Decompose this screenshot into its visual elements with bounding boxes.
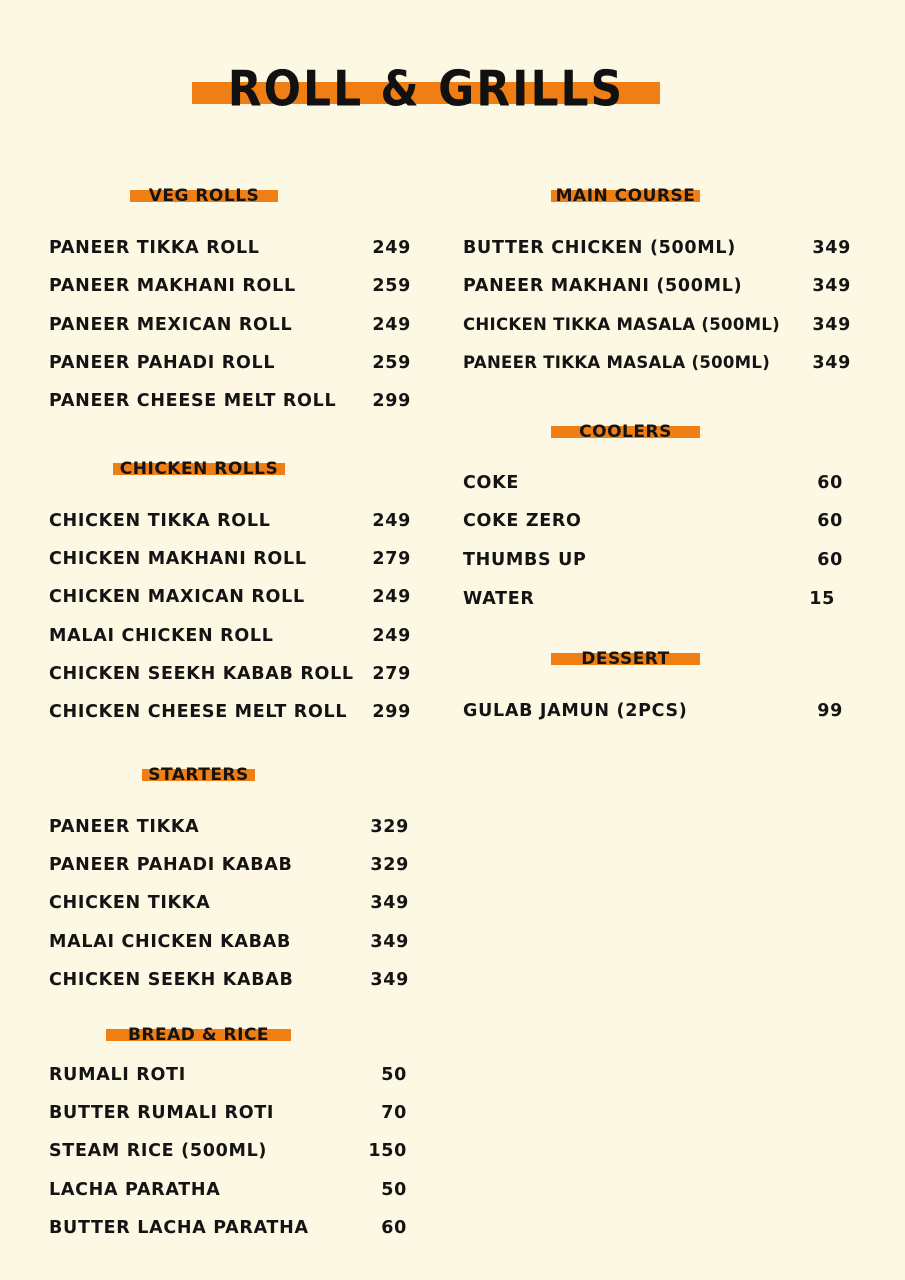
menu-item-price: 249 xyxy=(372,626,411,646)
menu-item xyxy=(49,622,411,650)
menu-item xyxy=(463,469,843,497)
menu-item-price: 249 xyxy=(372,315,411,335)
menu-item xyxy=(463,546,843,574)
menu-item xyxy=(49,1061,407,1089)
menu-item-price: 50 xyxy=(381,1065,407,1085)
section-heading-label: BREAD & RICE xyxy=(127,1025,270,1045)
menu-item-name: PANEER MEXICAN ROLL xyxy=(49,315,293,335)
menu-item-price: 329 xyxy=(370,855,409,875)
menu-item-price: 60 xyxy=(381,1218,407,1238)
section-heading-chicken-rolls xyxy=(113,457,285,481)
menu-item-name: CHICKEN TIKKA MASALA (500ML) xyxy=(463,315,780,334)
menu-item-price: 60 xyxy=(817,550,843,570)
menu-item-name: STEAM RICE (500ML) xyxy=(49,1141,268,1161)
menu-item-name: COKE xyxy=(463,473,520,493)
menu-item-price: 249 xyxy=(372,238,411,258)
menu-item xyxy=(463,311,851,339)
menu-item-name: MALAI CHICKEN ROLL xyxy=(49,626,274,646)
menu-item-name: CHICKEN SEEKH KABAB ROLL xyxy=(49,664,354,684)
menu-item-price: 50 xyxy=(381,1180,407,1200)
menu-item-price: 279 xyxy=(372,664,411,684)
menu-item xyxy=(49,1137,407,1165)
menu-item xyxy=(463,272,851,300)
menu-item-name: PANEER PAHADI ROLL xyxy=(49,353,276,373)
menu-item xyxy=(49,851,409,879)
page-title: ROLL & GRILLS xyxy=(227,60,625,118)
menu-item-price: 60 xyxy=(817,473,843,493)
section-heading-main-course xyxy=(551,184,700,208)
menu-item-name: MALAI CHICKEN KABAB xyxy=(49,932,291,952)
menu-item-name: BUTTER RUMALI ROTI xyxy=(49,1103,275,1123)
section-heading-veg-rolls xyxy=(130,184,278,208)
menu-item-price: 249 xyxy=(372,511,411,531)
menu-item-price: 349 xyxy=(812,353,851,373)
section-heading-label: MAIN COURSE xyxy=(555,186,696,206)
menu-item-price: 349 xyxy=(370,932,409,952)
menu-item-name: CHICKEN MAKHANI ROLL xyxy=(49,549,307,569)
menu-item-name: PANEER TIKKA xyxy=(49,817,200,837)
section-heading-label: STARTERS xyxy=(148,765,249,785)
menu-item-name: BUTTER CHICKEN (500ML) xyxy=(463,238,736,258)
menu-item xyxy=(49,660,411,688)
menu-item xyxy=(49,507,411,535)
menu-item-name: PANEER MAKHANI ROLL xyxy=(49,276,296,296)
menu-item-name: LACHA PARATHA xyxy=(49,1180,221,1200)
menu-item xyxy=(49,889,409,917)
menu-item xyxy=(49,545,411,573)
menu-item xyxy=(49,813,409,841)
menu-item-price: 15 xyxy=(809,589,835,609)
menu-item xyxy=(49,966,409,994)
section-heading-coolers xyxy=(551,420,700,444)
menu-item xyxy=(463,349,851,377)
menu-item-price: 259 xyxy=(372,276,411,296)
menu-item xyxy=(49,234,411,262)
menu-item xyxy=(463,697,843,725)
menu-title-block xyxy=(0,62,905,122)
menu-item-name: CHICKEN CHEESE MELT ROLL xyxy=(49,702,348,722)
menu-item-name: RUMALI ROTI xyxy=(49,1065,186,1085)
menu-item-name: PANEER MAKHANI (500ML) xyxy=(463,276,743,296)
menu-item xyxy=(49,387,411,415)
section-heading-label: CHICKEN ROLLS xyxy=(119,459,279,479)
menu-item-price: 299 xyxy=(372,391,411,411)
section-heading-starters xyxy=(142,763,255,787)
section-heading-label: VEG ROLLS xyxy=(148,186,260,206)
menu-item-price: 349 xyxy=(812,276,851,296)
menu-item xyxy=(49,311,411,339)
menu-item-price: 349 xyxy=(370,893,409,913)
menu-item xyxy=(463,234,851,262)
menu-item-price: 349 xyxy=(370,970,409,990)
menu-item-name: PANEER TIKKA ROLL xyxy=(49,238,260,258)
menu-item-name: CHICKEN TIKKA ROLL xyxy=(49,511,271,531)
menu-item xyxy=(49,698,411,726)
section-heading-dessert xyxy=(551,647,700,671)
menu-item-price: 249 xyxy=(372,587,411,607)
menu-item-name: CHICKEN TIKKA xyxy=(49,893,211,913)
menu-item-name: PANEER CHEESE MELT ROLL xyxy=(49,391,337,411)
menu-item-price: 259 xyxy=(372,353,411,373)
menu-item-price: 299 xyxy=(372,702,411,722)
menu-item-price: 349 xyxy=(812,315,851,335)
section-heading-bread-rice xyxy=(106,1023,291,1047)
menu-item-name: BUTTER LACHA PARATHA xyxy=(49,1218,309,1238)
menu-item-name: PANEER PAHADI KABAB xyxy=(49,855,293,875)
menu-item-price: 329 xyxy=(370,817,409,837)
menu-item-price: 349 xyxy=(812,238,851,258)
menu-item-name: GULAB JAMUN (2PCS) xyxy=(463,701,688,721)
menu-item-name: PANEER TIKKA MASALA (500ML) xyxy=(463,353,771,372)
menu-item xyxy=(49,272,411,300)
section-heading-label: DESSERT xyxy=(581,649,670,669)
menu-item xyxy=(49,583,411,611)
menu-item-price: 70 xyxy=(381,1103,407,1123)
menu-item-name: THUMBS UP xyxy=(463,550,587,570)
menu-item-name: WATER xyxy=(463,589,535,609)
menu-item xyxy=(49,1214,407,1242)
menu-item xyxy=(49,1099,407,1127)
menu-item-price: 150 xyxy=(368,1141,407,1161)
menu-item-name: CHICKEN MAXICAN ROLL xyxy=(49,587,305,607)
menu-item-price: 99 xyxy=(817,701,843,721)
menu-item-name: CHICKEN SEEKH KABAB xyxy=(49,970,294,990)
menu-item xyxy=(463,585,835,613)
section-heading-label: COOLERS xyxy=(579,422,672,442)
menu-item-price: 60 xyxy=(817,511,843,531)
menu-item xyxy=(49,928,409,956)
menu-item-name: COKE ZERO xyxy=(463,511,582,531)
menu-item xyxy=(49,349,411,377)
menu-item xyxy=(49,1176,407,1204)
menu-item xyxy=(463,507,843,535)
menu-item-price: 279 xyxy=(372,549,411,569)
